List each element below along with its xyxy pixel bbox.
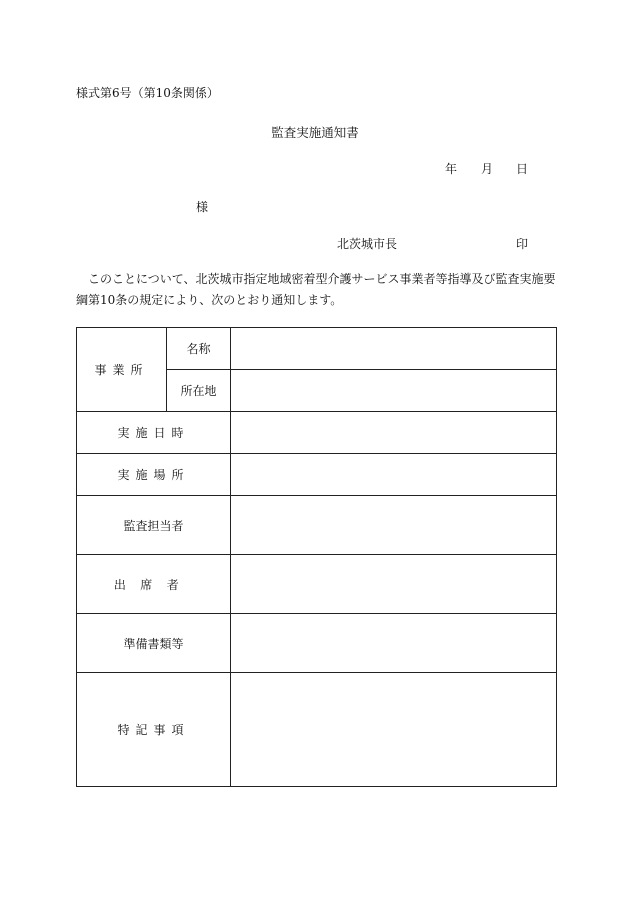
documents-label: 準備書類等 — [77, 614, 231, 673]
table-row — [77, 673, 557, 787]
office-name-value[interactable] — [231, 328, 557, 370]
special-notes-label: 特記事項 — [77, 673, 231, 787]
execution-place-value[interactable] — [231, 454, 557, 496]
auditor-value[interactable] — [231, 496, 557, 555]
date-year-label: 年 — [445, 162, 458, 176]
attendees-value[interactable] — [231, 555, 557, 614]
office-label: 事業所 — [77, 328, 167, 412]
office-address-value[interactable] — [231, 370, 557, 412]
attendees-label: 出席者 — [77, 555, 231, 614]
form-number: 様式第6号（第10条関係） — [76, 86, 219, 100]
execution-datetime-label: 実施日時 — [77, 412, 231, 454]
notice-table — [76, 327, 557, 787]
body-text: このことについて、北茨城市指定地域密着型介護サービス事業者等指導及び監査実施要綱第10条の規定により、次のとおり通知します。 — [76, 272, 556, 307]
table-row — [77, 614, 557, 673]
execution-datetime-value[interactable] — [231, 412, 557, 454]
date-day-label: 日 — [516, 162, 529, 176]
sender-name: 北茨城市長 — [337, 237, 398, 251]
table-row — [77, 454, 557, 496]
table-row — [77, 412, 557, 454]
document-title: 監査実施通知書 — [271, 125, 359, 140]
auditor-label: 監査担当者 — [77, 496, 231, 555]
execution-place-label: 実施場所 — [77, 454, 231, 496]
table-row — [77, 328, 557, 370]
addressee-suffix: 様 — [196, 200, 209, 214]
office-address-label: 所在地 — [167, 370, 231, 412]
office-name-label: 名称 — [167, 328, 231, 370]
date-month-label: 月 — [481, 162, 494, 176]
special-notes-value[interactable] — [231, 673, 557, 787]
documents-value[interactable] — [231, 614, 557, 673]
table-row — [77, 555, 557, 614]
seal-mark: 印 — [516, 237, 529, 251]
table-row — [77, 496, 557, 555]
